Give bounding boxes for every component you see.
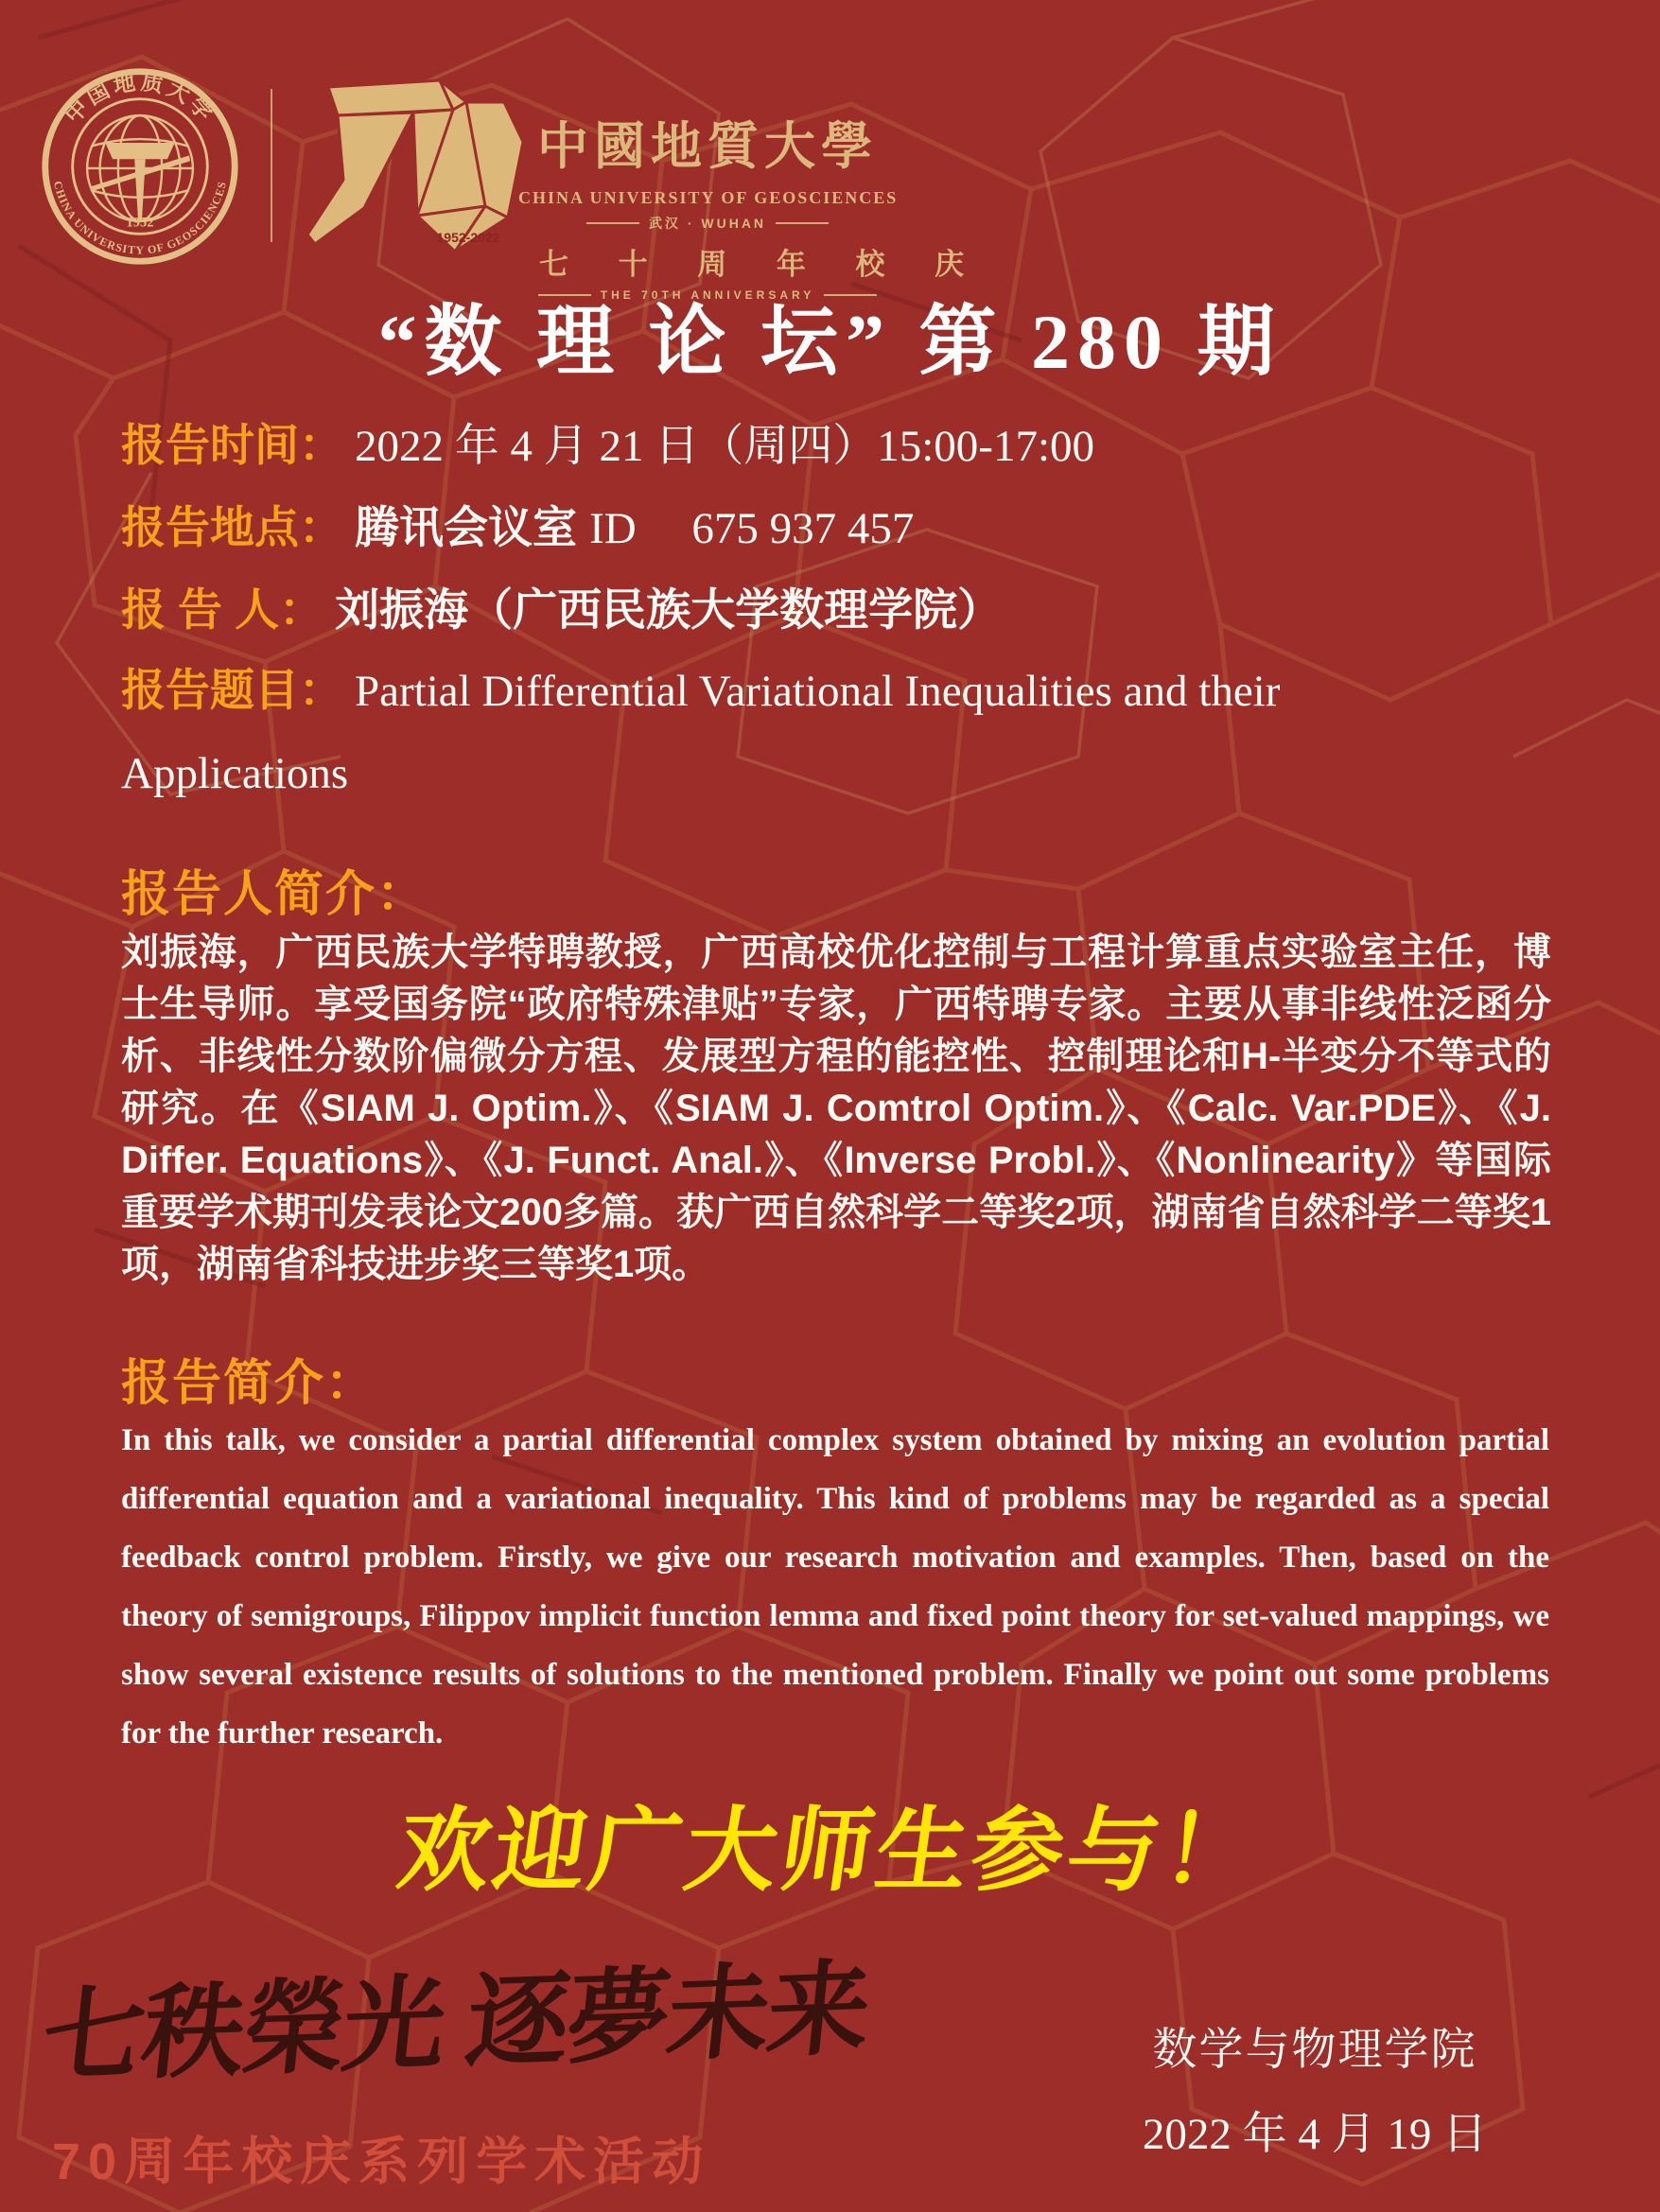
detail-speaker-label: 报 告 人： (121, 584, 324, 635)
anniversary-cn: 七 十 周 年 校 庆 (539, 248, 986, 281)
bio-text: 刘振海，广西民族大学特聘教授，广西高校优化控制与工程计算重点实验室主任，博士生导师。享受国务院“政府特殊津贴”专家，广西特聘专家。主要从事非线性泛函分析、非线性分数阶偏微分方程、发展型方程的能控性、控制理论和H-半变分不等式的研究。在《SIAM J. Optim.》、《SIAM J. Comtrol Optim.》、《Calc. Var.PDE》、《J. Differ. Equations》、《J. Funct. Anal.》、《Inverse Probl.》、《Nonlinearity》等国际重要学术期刊发表论文200多篇。获广西自然科学二等奖2项，湖南省自然科学二等奖1项，湖南省科技进步奖三等奖1项。 (121, 932, 1551, 1285)
anniversary-years: 1952-2022 (436, 230, 500, 245)
university-name-en: CHINA UNIVERSITY OF GEOSCIENCES (518, 188, 899, 207)
anniversary-series-label: 70周年校庆系列学术活动 (52, 2134, 711, 2190)
detail-location-label: 报告地点： (121, 502, 343, 552)
organizer-name: 数学与物理学院 (1152, 2026, 1477, 2075)
detail-speaker-value: 刘振海（广西民族大学数理学院） (335, 584, 1003, 635)
detail-topic (121, 650, 1332, 814)
city-label: 武汉 · WUHAN (648, 216, 767, 231)
header-divider (271, 89, 272, 242)
city-line (518, 214, 897, 233)
organizer-block (1088, 2014, 1542, 2162)
detail-location-meeting-id: ID 675 937 457 (589, 504, 915, 553)
university-name-block (518, 106, 986, 302)
detail-topic-value: Partial Differential Variational Inequalities and their Applications (121, 667, 1281, 798)
seminar-details (121, 405, 1551, 814)
anniversary-slogan-calligraphy: 七秩榮光 逐夢未来 (36, 1953, 874, 2096)
detail-time-label: 报告时间： (121, 420, 343, 470)
publish-date: 2022 年 4 月 19 日 (1142, 2110, 1488, 2159)
rule-left (586, 222, 639, 224)
detail-time-value: 2022 年 4 月 21 日（周四）15:00-17:00 (355, 422, 1095, 471)
anniversary-en: THE 70TH ANNIVERSARY (600, 288, 815, 302)
detail-speaker (121, 569, 1551, 650)
forum-title: “数 理 论 坛” 第 280 期 (377, 299, 1283, 385)
university-name-cn: 中國地質大學 (537, 118, 878, 175)
welcome-message: 欢迎广大师生参与！ (392, 1801, 1267, 1902)
abstract-text: In this talk, we consider a partial differential complex system obtained by mixing an evolution partial differential equation and a variational inequality. This kind of problems may be regarded as a special feedback control problem. Firstly, we give our research motivation and examples. Then, based on the theory of semigroups, Filippov implicit function lemma and fixed point theory for set-valued mappings, we show several existence results of solutions to the mentioned problem. Finally we point out some problems for the further research. (121, 1423, 1549, 1750)
detail-topic-label: 报告题目： (121, 665, 343, 715)
detail-time (121, 405, 1551, 487)
rule-right (776, 222, 829, 224)
detail-location-value-cn: 腾讯会议室 (355, 502, 577, 552)
abstract-section-heading: 报告简介： (121, 1356, 377, 1411)
seal-year: 1952 (126, 215, 154, 231)
seal-text-top: 中国地质大学 (61, 70, 219, 129)
bio-section-heading: 报告人简介： (121, 867, 428, 922)
detail-location (121, 487, 1551, 569)
university-seal-logo (40, 66, 240, 267)
seal-text-bottom: CHINA UNIVERSITY OF GEOSCIENCES (50, 180, 230, 257)
70th-anniversary-logo (306, 66, 525, 267)
